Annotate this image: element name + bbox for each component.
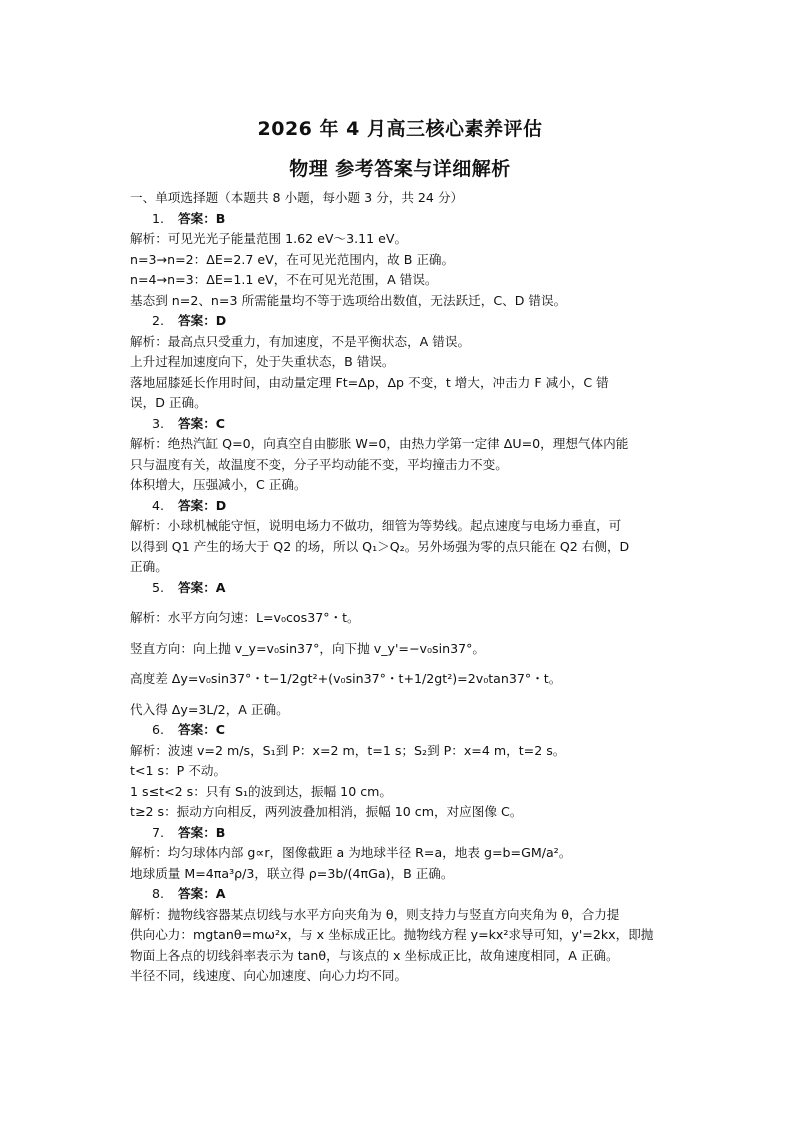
- q3-line-1: 解析：绝热汽缸 Q=0，向真空自由膨胀 W=0，由热力学第一定律 ΔU=0，理想气体内能: [130, 436, 629, 451]
- q2-line-2: 上升过程加速度向下，处于失重状态，B 错误。: [130, 354, 395, 369]
- q1-answer-value: B: [215, 210, 226, 226]
- q7-line-1: 解析：均匀球体内部 g∝r，图像截距 a 为地球半径 R=a，地表 g=b=GM/a²。: [130, 845, 572, 860]
- answer-label: 答案：: [178, 722, 216, 737]
- q8-line-4: 半径不同，线速度、向心加速度、向心力均不同。: [130, 968, 408, 983]
- q4-answer-value: D: [215, 497, 227, 513]
- q7-number: 7.: [152, 824, 165, 840]
- q6-answer-value: C: [215, 722, 226, 737]
- answer-label: 答案：: [178, 824, 216, 840]
- q4-line-1: 解析：小球机械能守恒，说明电场力不做功，细管为等势线。起点速度与电场力垂直，可: [130, 518, 622, 533]
- section-heading: 一、单项选择题（本题共 8 小题，每小题 3 分，共 24 分）: [130, 190, 464, 205]
- answer-label: 答案：: [178, 579, 216, 595]
- q4-number: 4.: [152, 497, 165, 513]
- q4-line-3: 正确。: [130, 559, 168, 574]
- q8-line-3: 物面上各点的切线斜率表示为 tanθ，与该点的 x 坐标成正比，故角速度相同，A 正确。: [130, 947, 619, 963]
- q7-answer: [130, 823, 670, 844]
- q7-answer-value: B: [215, 824, 226, 840]
- q6-line-3: 1 s≤t<2 s：只有 S₁的波到达，振幅 10 cm。: [130, 783, 392, 799]
- q5-answer: [130, 578, 670, 599]
- answer-label: 答案：: [178, 210, 216, 226]
- q6-number: 6.: [152, 722, 165, 737]
- document-title: 2026 年 4 月高三核心素养评估: [257, 118, 543, 140]
- q1-answer: [130, 209, 670, 230]
- q3-answer-value: C: [215, 415, 226, 431]
- q1-number: 1.: [152, 210, 165, 226]
- q3-line-3: 体积增大，压强减小，C 正确。: [130, 477, 307, 492]
- q2-line-4: 误，D 正确。: [130, 395, 207, 410]
- q2-number: 2.: [152, 313, 165, 328]
- q8-line-1: 解析：抛物线容器某点切线与水平方向夹角为 θ，则支持力与竖直方向夹角为 θ，合力提: [130, 906, 620, 922]
- q1-line-2: n=3→n=2：ΔE=2.7 eV，在可见光范围内，故 B 正确。: [130, 251, 455, 267]
- q8-line-2: 供向心力：mgtanθ=mω²x，与 x 坐标成正比。抛物线方程 y=kx²求导可知，y'=2kx，即抛: [130, 927, 654, 942]
- q5-number: 5.: [152, 579, 165, 595]
- q4-line-2: 以得到 Q1 产生的场大于 Q2 的场，所以 Q₁＞Q₂。另外场强为零的点只能在 Q2 右侧，D: [130, 538, 630, 554]
- q1-line-3: n=4→n=3：ΔE=1.1 eV，不在可见光范围，A 错误。: [130, 272, 438, 287]
- q5-line-1: 解析：水平方向匀速：L=v₀cos37°・t。: [130, 610, 360, 625]
- q8-number: 8.: [152, 886, 165, 901]
- q5-line-2: 竖直方向：向上抛 v_y=v₀sin37°，向下抛 v_y'=−v₀sin37°。: [130, 640, 485, 656]
- q6-line-2: t<1 s：P 不动。: [130, 763, 227, 778]
- q3-number: 3.: [152, 415, 165, 431]
- q6-line-1: 解析：波速 v=2 m/s，S₁到 P：x=2 m，t=1 s；S₂到 P：x=4 m，t=2 s。: [130, 742, 566, 758]
- answer-label: 答案：: [178, 497, 216, 513]
- q2-answer-value: D: [215, 313, 227, 328]
- q4-answer: [130, 496, 670, 517]
- document-subtitle: 物理 参考答案与详细解析: [289, 158, 511, 180]
- answer-label: 答案：: [178, 886, 216, 901]
- q3-answer: [130, 414, 670, 435]
- q2-answer: [130, 311, 670, 332]
- q1-line-4: 基态到 n=2、n=3 所需能量均不等于选项给出数值，无法跃迁，C、D 错误。: [130, 292, 567, 308]
- q5-answer-value: A: [215, 579, 226, 595]
- q1-line-1: 解析：可见光光子能量范围 1.62 eV～3.11 eV。: [130, 231, 408, 246]
- q6-line-4: t≥2 s：振动方向相反，两列波叠加相消，振幅 10 cm，对应图像 C。: [130, 804, 523, 819]
- q3-line-2: 只与温度有关，故温度不变，分子平均动能不变，平均撞击力不变。: [130, 456, 508, 472]
- q7-line-2: 地球质量 M=4πa³ρ/3，联立得 ρ=3b/(4πGa)，B 正确。: [130, 865, 454, 881]
- q5-line-3: 高度差 Δy=v₀sin37°・t−1/2gt²+(v₀sin37°・t+1/2gt²)=2v₀tan37°・t。: [130, 671, 562, 686]
- q6-answer: [130, 720, 670, 741]
- q8-answer-value: A: [215, 886, 226, 901]
- q2-line-3: 落地屈膝延长作用时间，由动量定理 Ft=Δp，Δp 不变，t 增大，冲击力 F 减小，C 错: [130, 374, 609, 390]
- answer-label: 答案：: [178, 313, 216, 328]
- answer-label: 答案：: [178, 415, 216, 431]
- q8-answer: [130, 884, 670, 905]
- q2-line-1: 解析：最高点只受重力，有加速度，不是平衡状态，A 错误。: [130, 333, 471, 349]
- q5-line-4: 代入得 Δy=3L/2，A 正确。: [130, 701, 289, 717]
- answer-body: [130, 188, 670, 987]
